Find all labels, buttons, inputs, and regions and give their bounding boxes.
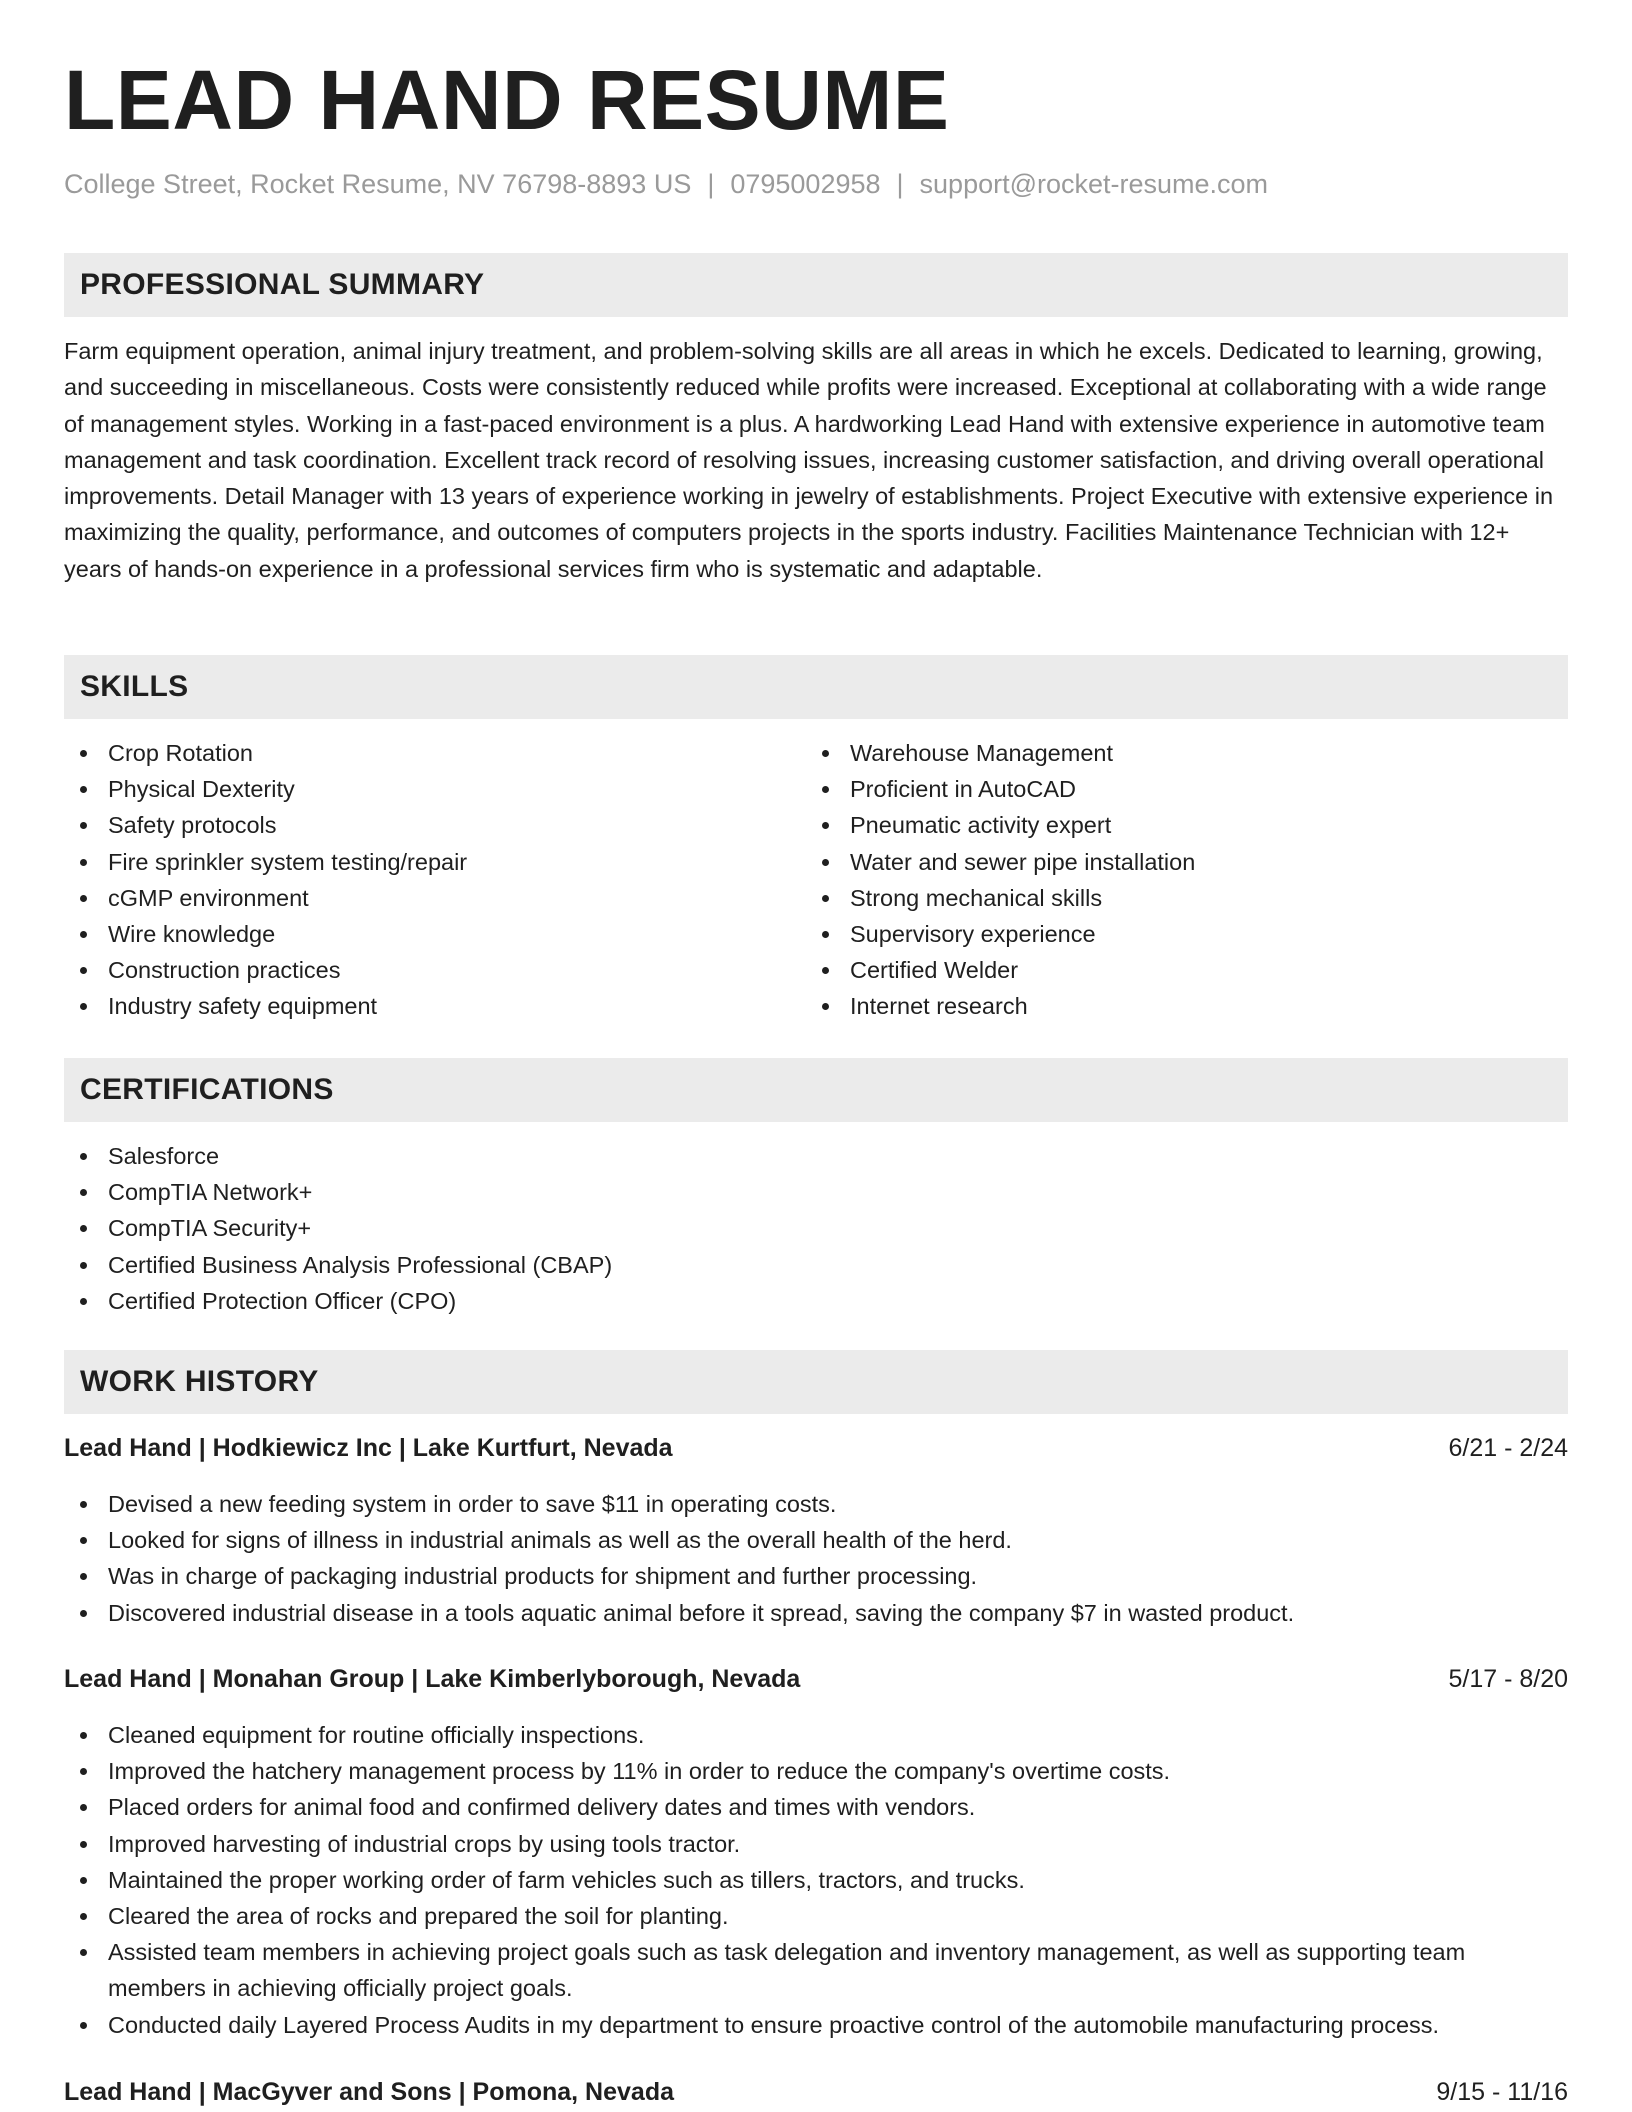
- list-item: Industry safety equipment: [64, 988, 804, 1024]
- list-item: Fire sprinkler system testing/repair: [64, 844, 804, 880]
- list-item: Devised a new feeding system in order to save $11 in operating costs.: [64, 1486, 1568, 1522]
- resume-title: LEAD HAND RESUME: [64, 53, 950, 147]
- job-heading: [64, 1665, 1568, 1694]
- list-item: Safety protocols: [64, 807, 804, 843]
- list-item: Placed orders for animal food and confirmed delivery dates and times with vendors.: [64, 1789, 1568, 1825]
- list-item: cGMP environment: [64, 880, 804, 916]
- job-title: Lead Hand | MacGyver and Sons | Pomona, Nevada: [64, 2078, 674, 2106]
- list-item: Conducted daily Layered Process Audits in my department to ensure proactive control of the automobile manufacturing process.: [64, 2007, 1568, 2043]
- list-item: Supervisory experience: [806, 916, 1546, 952]
- list-item: Improved harvesting of industrial crops by using tools tractor.: [64, 1826, 1568, 1862]
- summary-text: Farm equipment operation, animal injury treatment, and problem-solving skills are all areas in which he excels. Dedicated to learning, growing, and succeeding in miscellaneous. Costs were consistently reduced while profits were increased. Exceptional at collaborating with a wide range of management styles. Working in a fast-paced environment is a plus. A hardworking Lead Hand with extensive experience in automotive team management and task coordination. Excellent track record of resolving issues, increasing customer satisfaction, and driving overall operational improvements. Detail Manager with 13 years of experience working in jewelry of establishments. Project Executive with extensive experience in maximizing the quality, performance, and outcomes of computers projects in the sports industry. Facilities Maintenance Technician with 12+ years of hands-on experience in a professional services firm who is systematic and adaptable.: [64, 338, 1554, 582]
- list-item: Salesforce: [64, 1138, 1568, 1174]
- list-item: Cleaned equipment for routine officially inspections.: [64, 1717, 1568, 1753]
- contact-separator: |: [707, 169, 715, 199]
- list-item: Maintained the proper working order of farm vehicles such as tillers, tractors, and trucks.: [64, 1862, 1568, 1898]
- list-item: Looked for signs of illness in industrial animals as well as the overall health of the herd.: [64, 1522, 1568, 1558]
- job-dates: 9/15 - 11/16: [1436, 2078, 1568, 2106]
- contact-phone: 0795002958: [730, 169, 881, 199]
- list-item: Water and sewer pipe installation: [806, 844, 1546, 880]
- contact-line: [64, 169, 1268, 200]
- job-heading: [64, 1434, 1568, 1463]
- list-item: Pneumatic activity expert: [806, 807, 1546, 843]
- list-item: Cleared the area of rocks and prepared the soil for planting.: [64, 1898, 1568, 1934]
- certifications-list: [64, 1138, 1568, 1319]
- list-item: Assisted team members in achieving project goals such as task delegation and inventory management, as well as supporting team members in achieving officially project goals.: [64, 1934, 1568, 2006]
- job-dates: 5/17 - 8/20: [1448, 1665, 1568, 1693]
- list-item: Proficient in AutoCAD: [806, 771, 1546, 807]
- contact-separator: |: [896, 169, 904, 199]
- job-title: Lead Hand | Monahan Group | Lake Kimberlyborough, Nevada: [64, 1665, 801, 1693]
- list-item: Crop Rotation: [64, 735, 804, 771]
- list-item: CompTIA Security+: [64, 1210, 1568, 1246]
- certifications-heading: CERTIFICATIONS: [64, 1058, 1568, 1122]
- job-bullets: [64, 1717, 1568, 2043]
- list-item: Certified Business Analysis Professional (CBAP): [64, 1247, 1568, 1283]
- list-item: Warehouse Management: [806, 735, 1546, 771]
- list-item: Physical Dexterity: [64, 771, 804, 807]
- list-item: Certified Welder: [806, 952, 1546, 988]
- work-history-heading: WORK HISTORY: [64, 1350, 1568, 1414]
- list-item: Construction practices: [64, 952, 804, 988]
- skills-list-left: [64, 735, 804, 1025]
- job-title: Lead Hand | Hodkiewicz Inc | Lake Kurtfurt, Nevada: [64, 1434, 673, 1462]
- list-item: CompTIA Network+: [64, 1174, 1568, 1210]
- list-item: Discovered industrial disease in a tools aquatic animal before it spread, saving the company $7 in wasted product.: [64, 1595, 1568, 1631]
- contact-address: College Street, Rocket Resume, NV 76798-8893 US: [64, 169, 692, 199]
- list-item: Improved the hatchery management process by 11% in order to reduce the company's overtime costs.: [64, 1753, 1568, 1789]
- contact-email: support@rocket-resume.com: [919, 169, 1269, 199]
- skills-heading: SKILLS: [64, 655, 1568, 719]
- job-heading: [64, 2078, 1568, 2107]
- skills-list-right: [806, 735, 1546, 1025]
- job-dates: 6/21 - 2/24: [1448, 1434, 1568, 1462]
- summary-heading: PROFESSIONAL SUMMARY: [64, 253, 1568, 317]
- list-item: Internet research: [806, 988, 1546, 1024]
- list-item: Strong mechanical skills: [806, 880, 1546, 916]
- job-bullets: [64, 1486, 1568, 1631]
- list-item: Was in charge of packaging industrial products for shipment and further processing.: [64, 1558, 1568, 1594]
- list-item: Wire knowledge: [64, 916, 804, 952]
- list-item: Certified Protection Officer (CPO): [64, 1283, 1568, 1319]
